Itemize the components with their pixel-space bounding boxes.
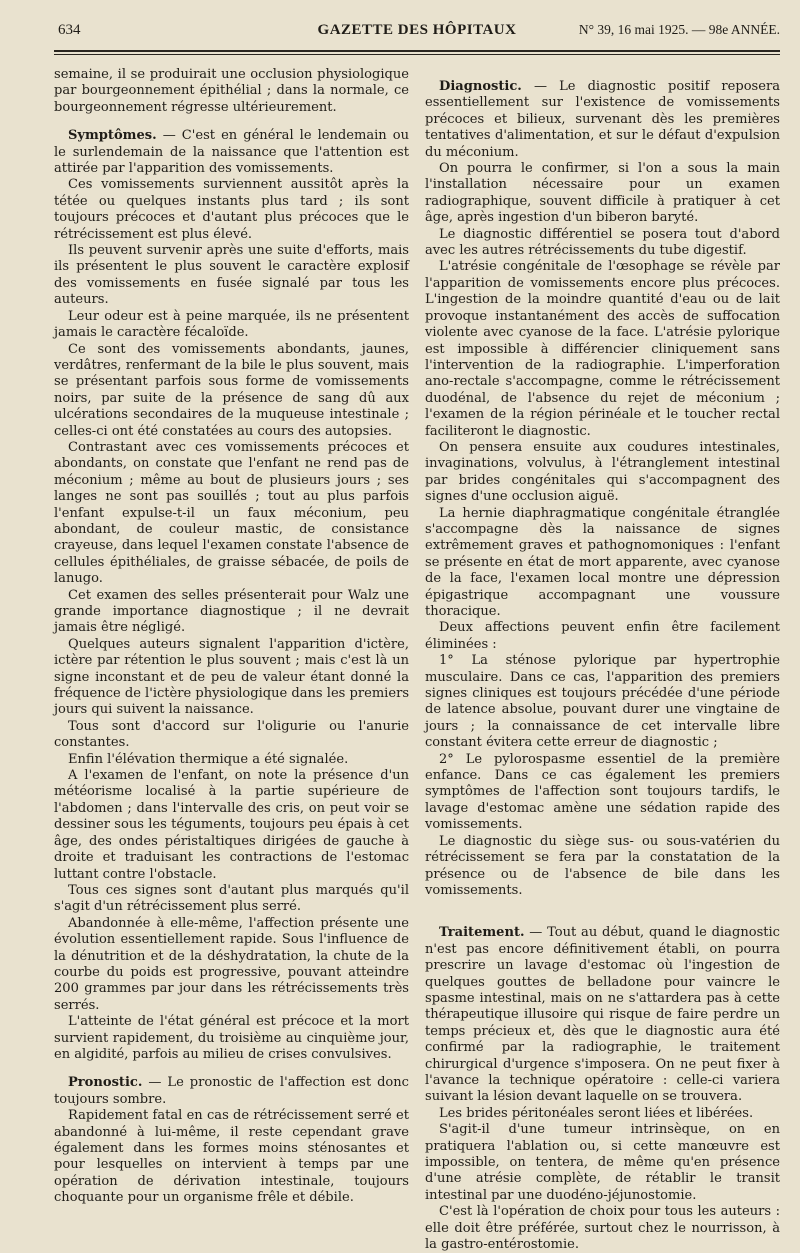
paragraph bbox=[54, 588, 409, 637]
paragraph-text: Ces vomissements surviennent aussitôt après la tétée ou quelques instants plus tard ; ils sont toujours précoces et d'autant plus précoces que le rétrécissement est plus élevé. bbox=[54, 177, 409, 242]
paragraph-text: L'atteinte de l'état général est précoce et la mort survient rapidement, du troisième au cinquième jour, en algidité, parfois au milieu de crises convulsives. bbox=[54, 1014, 409, 1062]
paragraph-text: Abandonnée à elle-même, l'affection présente une évolution essentiellement rapide. Sous l'influence de la dénutrition et de la déshydratation, la chute de la courbe du poids est progressive, pouvant atteindre 200 grammes par jour dans les rétrécissements très serrés. bbox=[54, 915, 409, 1013]
paragraph bbox=[54, 916, 409, 1014]
article-body bbox=[54, 67, 780, 1253]
paragraph-text: Les brides péritonéales seront liées et libérées. bbox=[439, 1105, 754, 1121]
paragraph-text: Le diagnostic du siège sus- ou sous-vatérien du rétrécissement se fera par la constatation de la présence ou de l'absence de bile dans les vomissements. bbox=[425, 833, 780, 898]
paragraph-text: Quelques auteurs signalent l'apparition d'ictère, ictère par rétention le plus souvent ; mais c'est là un signe inconstant et de peu de valeur étant donné la fréquence de l'ictère physiologique dans les premiers jours qui suivent la naissance. bbox=[54, 636, 410, 718]
section-heading: Symptômes. bbox=[68, 128, 157, 144]
header-rule-thin bbox=[54, 54, 780, 55]
paragraph bbox=[54, 1075, 409, 1108]
paragraph bbox=[425, 1122, 780, 1204]
paragraph-text: — Le pronostic de l'affection est donc toujours sombre. bbox=[54, 1075, 409, 1107]
paragraph bbox=[54, 637, 409, 719]
paragraph-text: On pourra le confirmer, si l'on a sous la main l'installation nécessaire pour un examen radiographique, souvent difficile à pratiquer à cet âge, après ingestion d'un biberon baryté. bbox=[425, 161, 780, 226]
paragraph bbox=[425, 227, 780, 260]
paragraph-text: Ce sont des vomissements abondants, jaunes, verdâtres, renfermant de la bile le plus souvent, mais se présentant parfois sous forme de vomissements noirs, par suite de la présence de sang dû aux ulcérations secondaires de la muqueuse intestinale ; celles-ci ont été constatées au cours des autopsies. bbox=[54, 341, 409, 439]
left-column bbox=[54, 67, 409, 1253]
paragraph bbox=[425, 506, 780, 621]
paragraph bbox=[54, 883, 409, 916]
paragraph-text: Leur odeur est à peine marquée, ils ne présentent jamais le caractère fécaloïde. bbox=[54, 308, 409, 341]
paragraph bbox=[425, 79, 780, 161]
paragraph bbox=[54, 752, 409, 768]
paragraph-text: 1° La sténose pylorique par hypertrophie musculaire. Dans ce cas, l'apparition des premiers signes cliniques est toujours précédée d'une période de latence absolue, pouvant durer une vingtaine de jours ; la connaissance de cet intervalle libre constant évitera cette erreur de diagnostic ; bbox=[425, 653, 780, 751]
paragraph bbox=[425, 259, 780, 439]
running-header bbox=[54, 18, 780, 48]
paragraph bbox=[425, 620, 780, 653]
paragraph bbox=[425, 1106, 780, 1122]
paragraph bbox=[54, 128, 409, 177]
paragraph-text: 2° Le pylorospasme essentiel de la première enfance. Dans ce cas également les premiers symptômes de l'affection sont toujours tardifs, le lavage d'estomac amène une sédation rapide des vomissements. bbox=[425, 751, 780, 833]
paragraph bbox=[54, 342, 409, 440]
paragraph-text: — Tout au début, quand le diagnostic n'est pas encore définitivement établi, on pourra prescrire un lavage d'estomac où l'ingestion de quelques gouttes de belladone pour vaincre le spasme intestinal, mais on ne s'attardera pas à cette thérapeutique illusoire qui risque de faire perdre un temps précieux et, dès que le diagnostic aura été confirmé par la radiographie, le traitement chirurgical d'urgence s'imposera. On ne peut fixer à l'avance la technique opératoire : celle-ci variera suivant la lésion devant laquelle on se trouvera. bbox=[425, 925, 780, 1105]
paragraph-text: La hernie diaphragmatique congénitale étranglée s'accompagne dès la naissance de signes extrêmement graves et pathognomoniques : l'enfant se présente en état de mort apparente, avec cyanose de la face, l'examen local montre une dépression épigastrique accompagnant une voussure thoracique. bbox=[425, 505, 780, 619]
paragraph bbox=[54, 1108, 409, 1206]
paragraph bbox=[54, 1014, 409, 1063]
section-heading: Diagnostic. bbox=[439, 79, 522, 94]
paragraph bbox=[54, 67, 409, 116]
paragraph-text: C'est là l'opération de choix pour tous les auteurs : elle doit être préférée, surtout chez le nourrisson, à la gastro-entérostomie. bbox=[425, 1204, 780, 1253]
paragraph bbox=[425, 440, 780, 506]
paragraph-text: S'agit-il d'une tumeur intrinsèque, on en pratiquera l'ablation ou, si cette manœuvre est impossible, on tentera, de même qu'en présence d'une atrésie complète, de rétablir le transit intestinal par une duodéno-jéjunostomie. bbox=[425, 1122, 780, 1203]
paragraph-text: Enfin l'élévation thermique a été signalée. bbox=[68, 751, 349, 767]
paragraph-text: — C'est en général le lendemain ou le surlendemain de la naissance que l'attention est attirée par l'apparition des vomissements. bbox=[54, 128, 409, 177]
page-number: 634 bbox=[58, 22, 81, 38]
paragraph bbox=[425, 925, 780, 1105]
paragraph bbox=[54, 719, 409, 752]
paragraph bbox=[425, 653, 780, 751]
paragraph bbox=[54, 440, 409, 588]
paragraph-text: Ils peuvent survenir après une suite d'efforts, mais ils présentent le plus souvent le caractère explosif des vomissements en fusée signalé par tous les auteurs. bbox=[54, 243, 409, 308]
paragraph bbox=[425, 1204, 780, 1253]
paragraph-text: L'atrésie congénitale de l'œsophage se révèle par l'apparition de vomissements encore plus précoces. L'ingestion de la moindre quantité d'eau ou de lait provoque instantanément des accès de suffocation violente avec cyanose de la face. L'atrésie pylorique est impossible à différencier cliniquement sans l'intervention de la radiographie. L'imperforation ano-rectale s'accompagne, comme le rétrécissement duodénal, de l'absence du rejet de méconium ; l'examen de la région périnéale et le toucher rectal faciliteront le diagnostic. bbox=[425, 259, 780, 439]
header-rule bbox=[54, 50, 780, 52]
paragraph bbox=[425, 161, 780, 227]
paragraph-text: A l'examen de l'enfant, on note la présence d'un météorisme localisé à la partie supérieure de l'abdomen ; dans l'intervalle des cris, on peut voir se dessiner sous les téguments, toujours peu épais à cet âge, des ondes péristaltiques dirigées de gauche à droite et traduisant les contractions de l'estomac luttant contre l'obstacle. bbox=[54, 768, 409, 882]
paragraph bbox=[54, 243, 409, 309]
paragraph-text: Contrastant avec ces vomissements précoces et abondants, on constate que l'enfant ne rend pas de méconium ; même au bout de plusieurs jours ; ses langes ne sont pas souillés ; tout au plus parfois l'enfant expulse-t-il un faux méconium, peu abondant, de couleur mastic, de consistance crayeuse, dans lequel l'examen constate l'absence de cellules épithéliales, de graisse sébacée, de poils de lanugo. bbox=[54, 439, 409, 587]
issue-info: N° 39, 16 mai 1925. — 98e ANNÉE. bbox=[578, 22, 780, 37]
paragraph-text: On pensera ensuite aux coudures intestinales, invaginations, volvulus, à l'étranglement intestinal par brides congénitales qui s'accompagnent des signes d'une occlusion aiguë. bbox=[425, 439, 780, 505]
paragraph bbox=[54, 768, 409, 883]
paragraph bbox=[425, 752, 780, 834]
right-column bbox=[425, 67, 780, 1253]
paragraph bbox=[54, 309, 409, 342]
section-heading: Pronostic. bbox=[68, 1075, 143, 1091]
paragraph-text: Rapidement fatal en cas de rétrécissement serré et abandonné à lui-même, il reste cependant grave également dans les formes moins sténosantes et pour lesquelles on intervient à temps par une opération de dérivation intestinale, toujours choquante pour un organisme frêle et débile. bbox=[54, 1108, 409, 1206]
journal-title: GAZETTE DES HÔPITAUX bbox=[317, 22, 517, 38]
paragraph-text: Deux affections peuvent enfin être facilement éliminées : bbox=[425, 620, 780, 652]
paragraph bbox=[425, 834, 780, 900]
paragraph-text: Le diagnostic différentiel se posera tout d'abord avec les autres rétrécissements du tube digestif. bbox=[425, 226, 780, 259]
paragraph-text: semaine, il se produirait une occlusion physiologique par bourgeonnement épithélial ; dans la normale, ce bourgeonnement régresse ultérieurement. bbox=[54, 67, 409, 115]
section-heading: Traitement. bbox=[439, 925, 525, 941]
paragraph-text: Tous sont d'accord sur l'oligurie ou l'anurie constantes. bbox=[54, 718, 409, 751]
paragraph-text: — Le diagnostic positif reposera essentiellement sur l'existence de vomissements précoces et bilieux, survenant dès les premières tentatives d'alimentation, et sur le défaut d'expulsion du méconium. bbox=[425, 79, 780, 160]
paragraph bbox=[54, 177, 409, 243]
paragraph-text: Cet examen des selles présenterait pour Walz une grande importance diagnostique ; il ne devrait jamais être négligé. bbox=[54, 587, 409, 636]
paragraph-text: Tous ces signes sont d'autant plus marqués qu'il s'agit d'un rétrécissement plus serré. bbox=[54, 882, 409, 915]
